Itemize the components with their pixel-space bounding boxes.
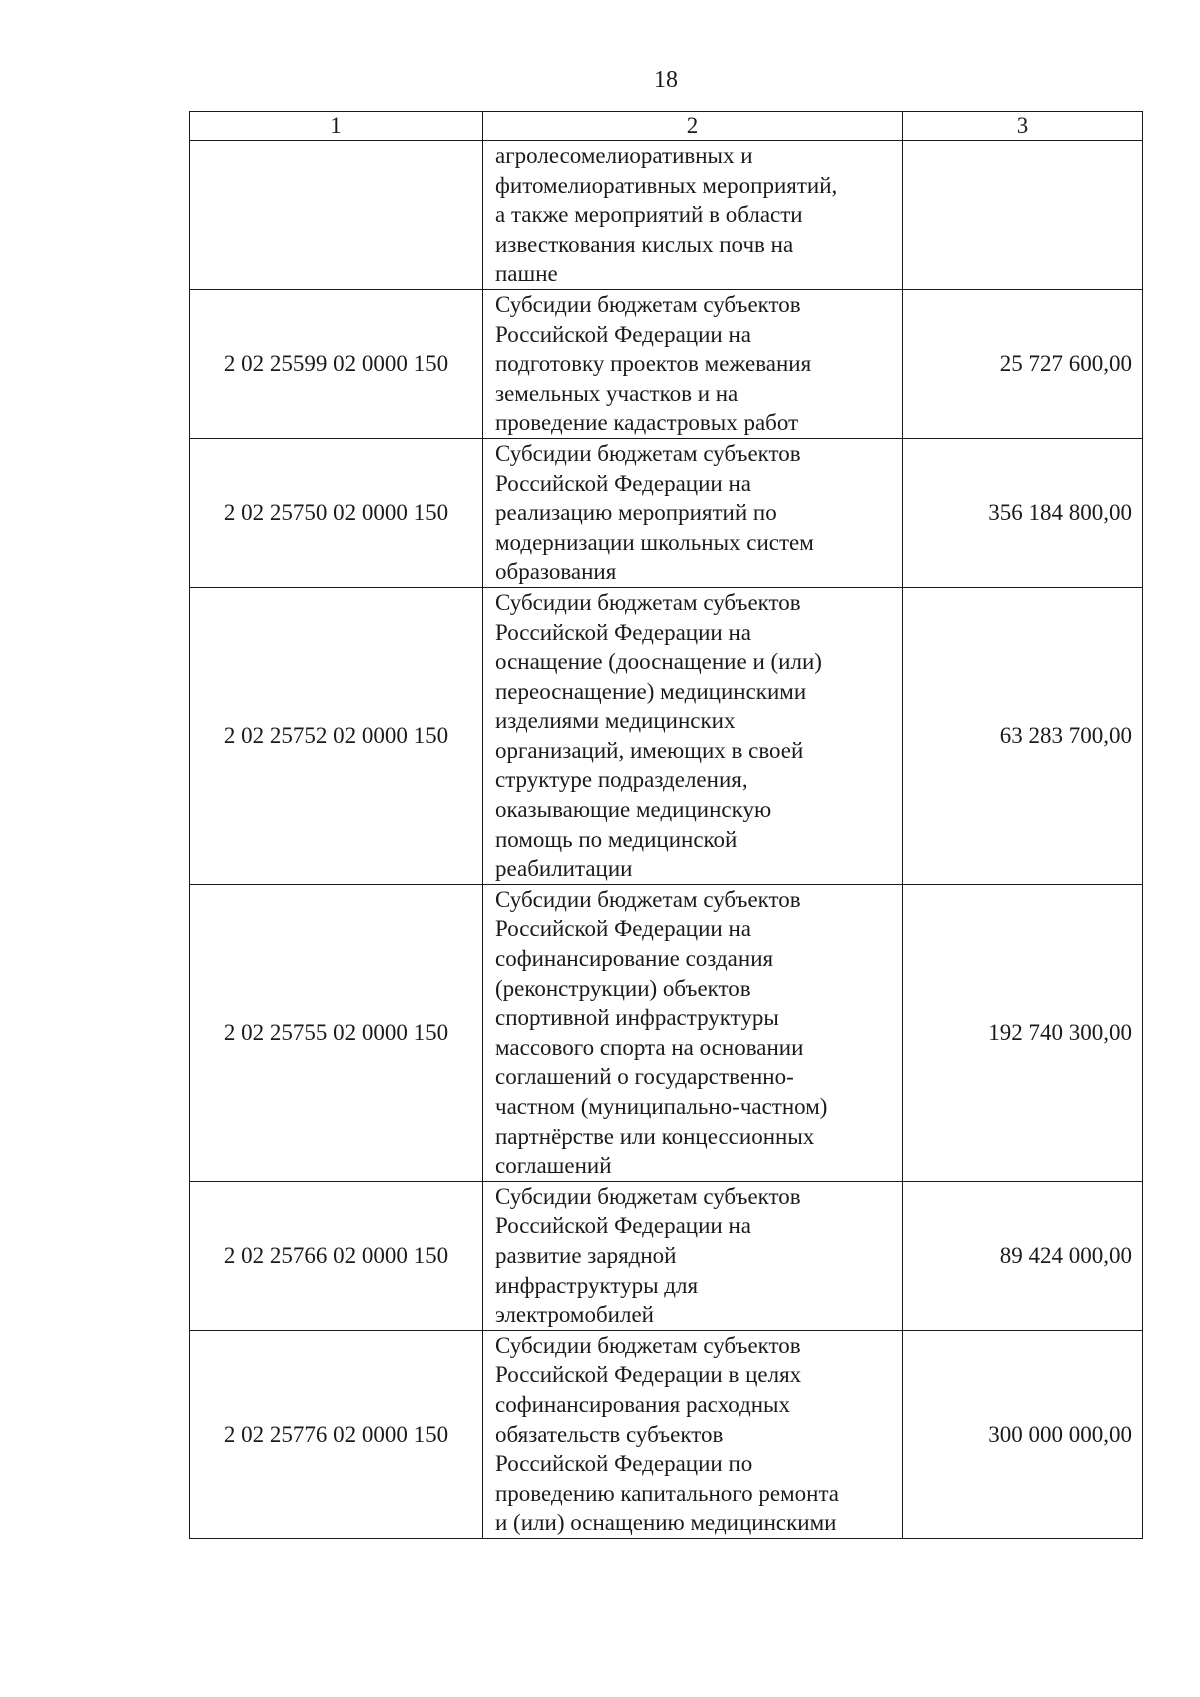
description-line: обязательств субъектов [495, 1421, 724, 1447]
table-row [190, 289, 1143, 438]
description-line: Субсидии бюджетам субъектов [495, 1332, 801, 1358]
budget-classification-code: 2 02 25750 02 0000 150 [190, 438, 483, 587]
description-line: земельных участков и на [495, 380, 739, 406]
amount-rubles: 63 283 700,00 [903, 587, 1143, 884]
page-number: 18 [654, 67, 678, 93]
description-line: Российской Федерации на [495, 1213, 751, 1239]
column-header-amount: 3 [903, 112, 1143, 141]
description-line: Субсидии бюджетам субъектов [495, 440, 801, 466]
revenue-description [483, 289, 903, 438]
description-line: модернизации школьных систем [495, 529, 814, 555]
amount-rubles: 89 424 000,00 [903, 1181, 1143, 1330]
description-line: Российской Федерации в целях [495, 1362, 802, 1388]
revenue-description [483, 1330, 903, 1538]
revenue-description [483, 587, 903, 884]
description-line: электромобилей [495, 1302, 654, 1328]
description-line: а также мероприятий в области [495, 202, 803, 228]
table-header-row [190, 112, 1143, 141]
description-line: спортивной инфраструктуры [495, 1005, 779, 1031]
description-line: Российской Федерации на [495, 321, 751, 347]
amount-rubles [903, 141, 1143, 290]
description-line: и (или) оснащению медицинскими [495, 1510, 837, 1536]
description-line: развитие зарядной [495, 1242, 677, 1268]
table-row [190, 141, 1143, 290]
budget-classification-code: 2 02 25755 02 0000 150 [190, 884, 483, 1181]
description-line: подготовку проектов межевания [495, 351, 812, 377]
description-line: оказывающие медицинскую [495, 797, 772, 823]
description-line: изделиями медицинских [495, 708, 736, 734]
description-line: реализацию мероприятий по [495, 500, 777, 526]
description-line: Субсидии бюджетам субъектов [495, 886, 801, 912]
budget-classification-code: 2 02 25599 02 0000 150 [190, 289, 483, 438]
description-line: реабилитации [495, 856, 633, 882]
description-line: инфраструктуры для [495, 1272, 699, 1298]
budget-classification-code [190, 141, 483, 290]
table-row [190, 587, 1143, 884]
description-line: партнёрстве или концессионных [495, 1123, 815, 1149]
revenue-description [483, 884, 903, 1181]
description-line: соглашений о государственно- [495, 1064, 794, 1090]
budget-classification-code: 2 02 25766 02 0000 150 [190, 1181, 483, 1330]
budget-classification-code: 2 02 25752 02 0000 150 [190, 587, 483, 884]
description-line: фитомелиоративных мероприятий, [495, 172, 838, 198]
revenue-description [483, 1181, 903, 1330]
description-line: Субсидии бюджетам субъектов [495, 1183, 801, 1209]
description-line: образования [495, 559, 617, 585]
description-line: Российской Федерации на [495, 619, 751, 645]
budget-classification-code: 2 02 25776 02 0000 150 [190, 1330, 483, 1538]
description-line: софинансирования расходных [495, 1391, 791, 1417]
table-body [190, 141, 1143, 1539]
table-row [190, 1330, 1143, 1538]
description-line: проведению капитального ремонта [495, 1480, 839, 1506]
description-line: переоснащение) медицинскими [495, 678, 807, 704]
description-line: массового спорта на основании [495, 1034, 804, 1060]
budget-revenue-table [189, 111, 1143, 1539]
amount-rubles: 356 184 800,00 [903, 438, 1143, 587]
description-line: структуре подразделения, [495, 767, 748, 793]
description-line: Российской Федерации на [495, 470, 751, 496]
description-line: частном (муниципально-частном) [495, 1094, 828, 1119]
description-line: соглашений [495, 1153, 612, 1179]
table-row [190, 1181, 1143, 1330]
description-line: пашне [495, 261, 558, 287]
revenue-description [483, 438, 903, 587]
amount-rubles: 300 000 000,00 [903, 1330, 1143, 1538]
revenue-description [483, 141, 903, 290]
description-line: известкования кислых почв на [495, 231, 794, 257]
description-line: Российской Федерации по [495, 1451, 753, 1477]
column-header-description: 2 [483, 112, 903, 141]
table-row [190, 884, 1143, 1181]
description-line: (реконструкции) объектов [495, 975, 751, 1001]
description-line: Субсидии бюджетам субъектов [495, 291, 801, 317]
column-header-code: 1 [190, 112, 483, 141]
amount-rubles: 25 727 600,00 [903, 289, 1143, 438]
amount-rubles: 192 740 300,00 [903, 884, 1143, 1181]
description-line: софинансирование создания [495, 946, 774, 972]
description-line: организаций, имеющих в своей [495, 737, 804, 763]
description-line: Российской Федерации на [495, 916, 751, 942]
description-line: оснащение (дооснащение и (или) [495, 649, 822, 675]
description-line: помощь по медицинской [495, 826, 738, 852]
description-line: агролесомелиоративных и [495, 143, 753, 168]
description-line: Субсидии бюджетам субъектов [495, 589, 801, 615]
description-line: проведение кадастровых работ [495, 410, 799, 436]
table-row [190, 438, 1143, 587]
